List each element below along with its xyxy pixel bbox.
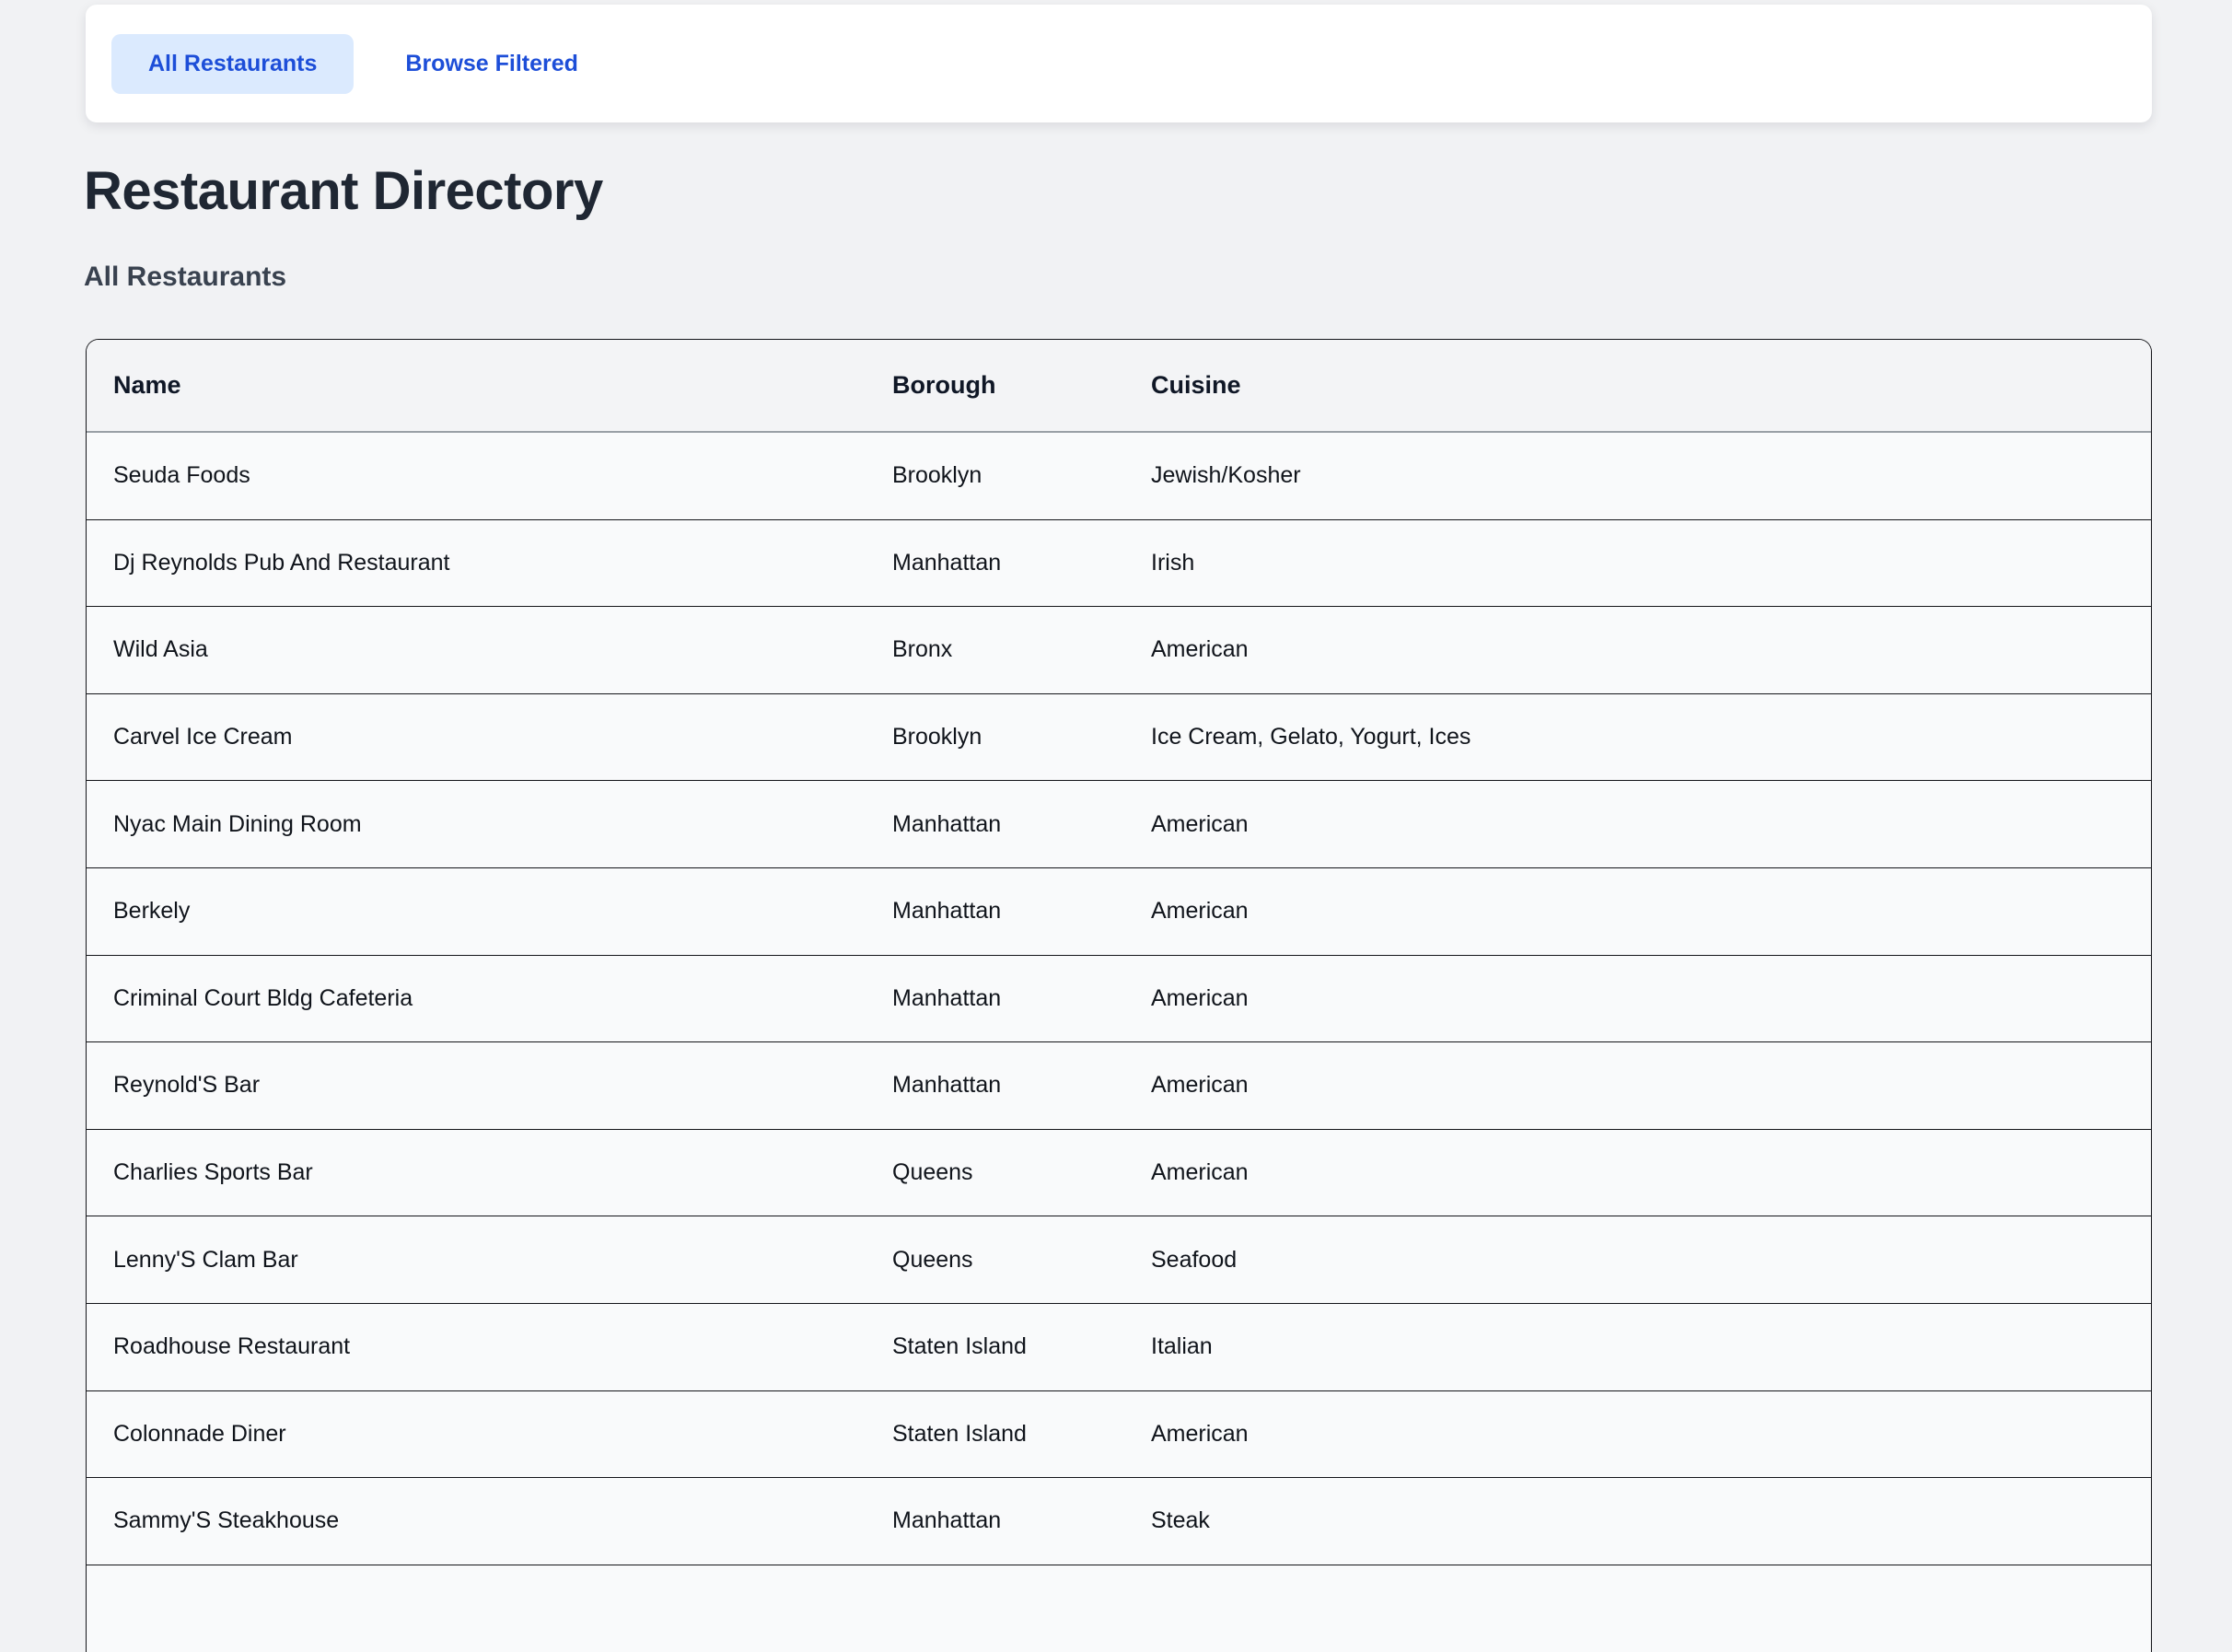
cell-cuisine: American bbox=[1151, 636, 1249, 663]
column-header-name: Name bbox=[113, 371, 181, 399]
column-header-borough: Borough bbox=[892, 371, 996, 399]
cell-name: Wild Asia bbox=[113, 636, 208, 663]
cell-cuisine: American bbox=[1151, 984, 1249, 1011]
cell-name: Carvel Ice Cream bbox=[113, 724, 293, 750]
cell-name: Dj Reynolds Pub And Restaurant bbox=[113, 549, 450, 576]
cell-cuisine: American bbox=[1151, 1420, 1249, 1447]
tab-all-restaurants[interactable]: All Restaurants bbox=[111, 34, 354, 94]
page-subtitle: All Restaurants bbox=[84, 262, 287, 292]
table-row bbox=[87, 781, 2151, 868]
cell-borough: Manhattan bbox=[892, 549, 1002, 576]
cell-name: Seuda Foods bbox=[113, 462, 250, 489]
column-header-cuisine: Cuisine bbox=[1151, 371, 1241, 399]
table-row bbox=[87, 433, 2151, 520]
cell-borough: Brooklyn bbox=[892, 462, 982, 489]
table-row bbox=[87, 1042, 2151, 1130]
cell-borough: Brooklyn bbox=[892, 724, 982, 750]
restaurants-table bbox=[86, 339, 2152, 1652]
cell-cuisine: Jewish/Kosher bbox=[1151, 462, 1301, 489]
table-row-partial bbox=[87, 1565, 2151, 1652]
table-row bbox=[87, 1304, 2151, 1391]
top-nav-bar bbox=[86, 5, 2152, 122]
cell-cuisine: American bbox=[1151, 898, 1249, 925]
cell-borough: Queens bbox=[892, 1159, 973, 1186]
cell-borough: Manhattan bbox=[892, 1507, 1002, 1534]
cell-name: Berkely bbox=[113, 898, 191, 925]
cell-borough: Staten Island bbox=[892, 1420, 1027, 1447]
table-row bbox=[87, 956, 2151, 1043]
cell-name: Charlies Sports Bar bbox=[113, 1159, 313, 1186]
cell-borough: Manhattan bbox=[892, 984, 1002, 1011]
table-header-row bbox=[87, 340, 2151, 433]
cell-name: Reynold'S Bar bbox=[113, 1072, 261, 1099]
cell-borough: Bronx bbox=[892, 636, 953, 663]
cell-borough: Staten Island bbox=[892, 1333, 1027, 1360]
cell-name: Colonnade Diner bbox=[113, 1420, 286, 1447]
cell-cuisine: Irish bbox=[1151, 549, 1195, 576]
table-row bbox=[87, 607, 2151, 694]
cell-name: Lenny'S Clam Bar bbox=[113, 1246, 298, 1273]
table-row bbox=[87, 1478, 2151, 1565]
table-row bbox=[87, 1391, 2151, 1479]
cell-borough: Manhattan bbox=[892, 898, 1002, 925]
table-body bbox=[87, 433, 2151, 1565]
page-title: Restaurant Directory bbox=[84, 161, 603, 221]
cell-cuisine: Ice Cream, Gelato, Yogurt, Ices bbox=[1151, 724, 1471, 750]
table-row bbox=[87, 1130, 2151, 1217]
cell-cuisine: Italian bbox=[1151, 1333, 1213, 1360]
table-row bbox=[87, 1216, 2151, 1304]
cell-name: Criminal Court Bldg Cafeteria bbox=[113, 984, 413, 1011]
cell-name: Nyac Main Dining Room bbox=[113, 810, 362, 837]
table-row bbox=[87, 694, 2151, 782]
tab-browse-filtered[interactable]: Browse Filtered bbox=[405, 50, 578, 76]
table-row bbox=[87, 520, 2151, 608]
table-row bbox=[87, 868, 2151, 956]
cell-borough: Manhattan bbox=[892, 810, 1002, 837]
cell-name: Sammy'S Steakhouse bbox=[113, 1507, 340, 1534]
cell-borough: Queens bbox=[892, 1246, 973, 1273]
cell-cuisine: American bbox=[1151, 810, 1249, 837]
cell-cuisine: Seafood bbox=[1151, 1246, 1238, 1273]
cell-borough: Manhattan bbox=[892, 1072, 1002, 1099]
cell-name: Roadhouse Restaurant bbox=[113, 1333, 351, 1360]
cell-cuisine: American bbox=[1151, 1072, 1249, 1099]
cell-cuisine: American bbox=[1151, 1159, 1249, 1186]
cell-cuisine: Steak bbox=[1151, 1507, 1210, 1534]
